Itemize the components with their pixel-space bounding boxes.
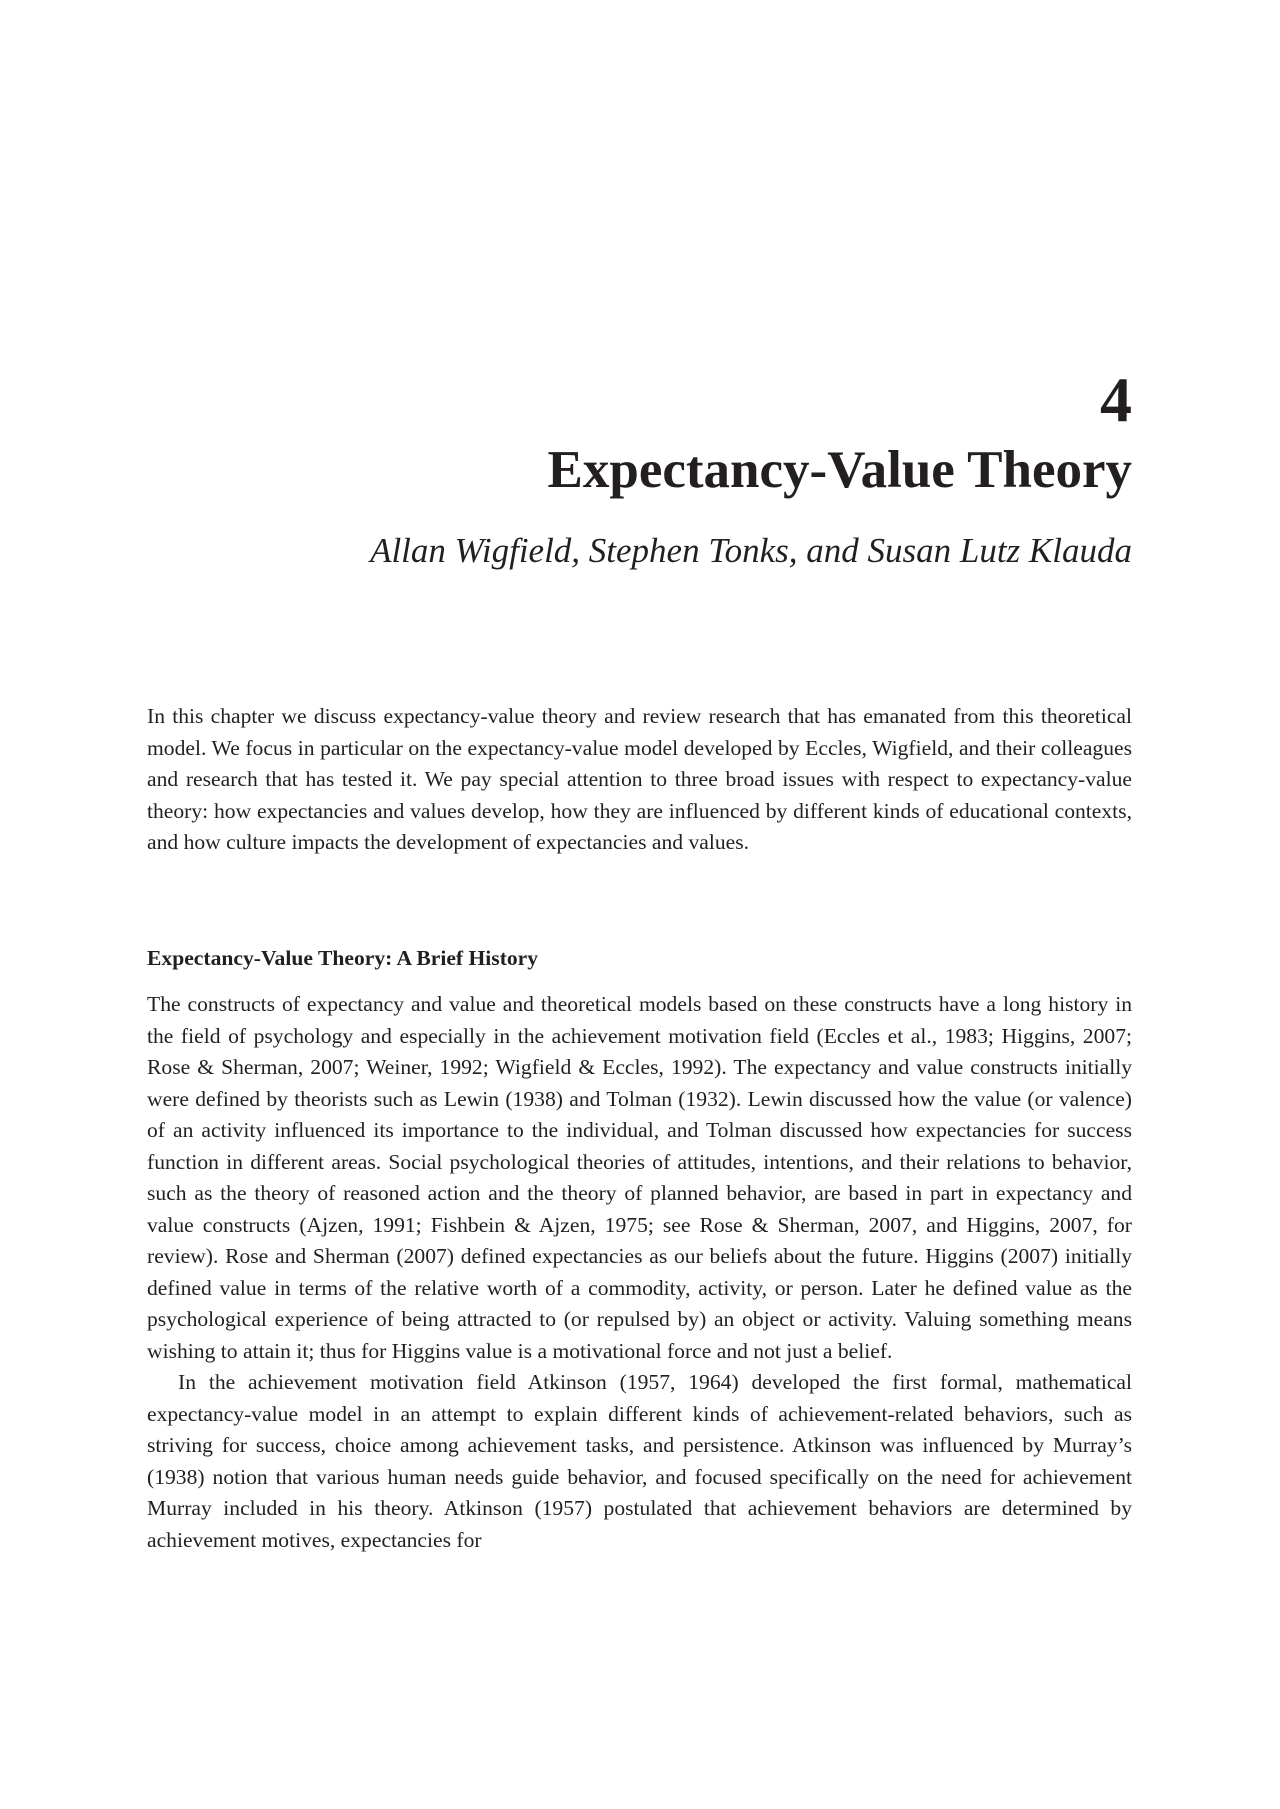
body-paragraph: In the achievement motivation field Atkinson (1957, 1964) developed the first formal, mathematical expectancy-value model in an attempt to explain different kinds of achievement-related behaviors, such as striving for success, choice among achievement tasks, and persistence. Atkinson was influenced by Murray’s (1938) notion that various human needs guide behavior, and focused specifically on the need for achievement Murray included in his theory. Atkinson (1957) postulated that achievement behaviors are determined by achievement motives, expectancies for xyxy=(147,1370,1132,1552)
section-body xyxy=(147,989,1132,1556)
section-heading: Expectancy-Value Theory: A Brief History xyxy=(147,946,539,970)
chapter-number: 4 xyxy=(1100,364,1132,435)
chapter-abstract: In this chapter we discuss expectancy-value theory and review research that has emanated from this theoretical model. We focus in particular on the expectancy-value model developed by Eccles, Wigfield, and their colleagues and research that has tested it. We pay special attention to three broad issues with respect to expectancy-value theory: how expectancies and values develop, how they are influenced by different kinds of educational contexts, and how culture impacts the development of expectancies and values. xyxy=(147,704,1132,854)
body-paragraph: The constructs of expectancy and value and theoretical models based on these constructs have a long history in the field of psychology and especially in the achievement motivation field (Eccles et al., 1983; Higgins, 2007; Rose & Sherman, 2007; Weiner, 1992; Wigfield & Eccles, 1992). The expectancy and value constructs initially were defined by theorists such as Lewin (1938) and Tolman (1932). Lewin discussed how the value (or valence) of an activity influenced its importance to the individual, and Tolman discussed how expectancies for success function in different areas. Social psychological theories of attitudes, intentions, and their relations to behavior, such as the theory of reasoned action and the theory of planned behavior, are based in part in expectancy and value constructs (Ajzen, 1991; Fishbein & Ajzen, 1975; see Rose & Sherman, 2007, and Higgins, 2007, for review). Rose and Sherman (2007) defined expectancies as our beliefs about the future. Higgins (2007) initially defined value in terms of the relative worth of a commodity, activity, or person. Later he defined value as the psychological experience of being attracted to (or repulsed by) an object or activity. Valuing something means wishing to attain it; thus for Higgins value is a motivational force and not just a belief. xyxy=(147,992,1132,1363)
chapter-title: Expectancy-Value Theory xyxy=(547,441,1132,499)
chapter-authors: Allan Wigfield, Stephen Tonks, and Susan Lutz Klauda xyxy=(370,531,1132,570)
book-page xyxy=(147,0,1132,1809)
